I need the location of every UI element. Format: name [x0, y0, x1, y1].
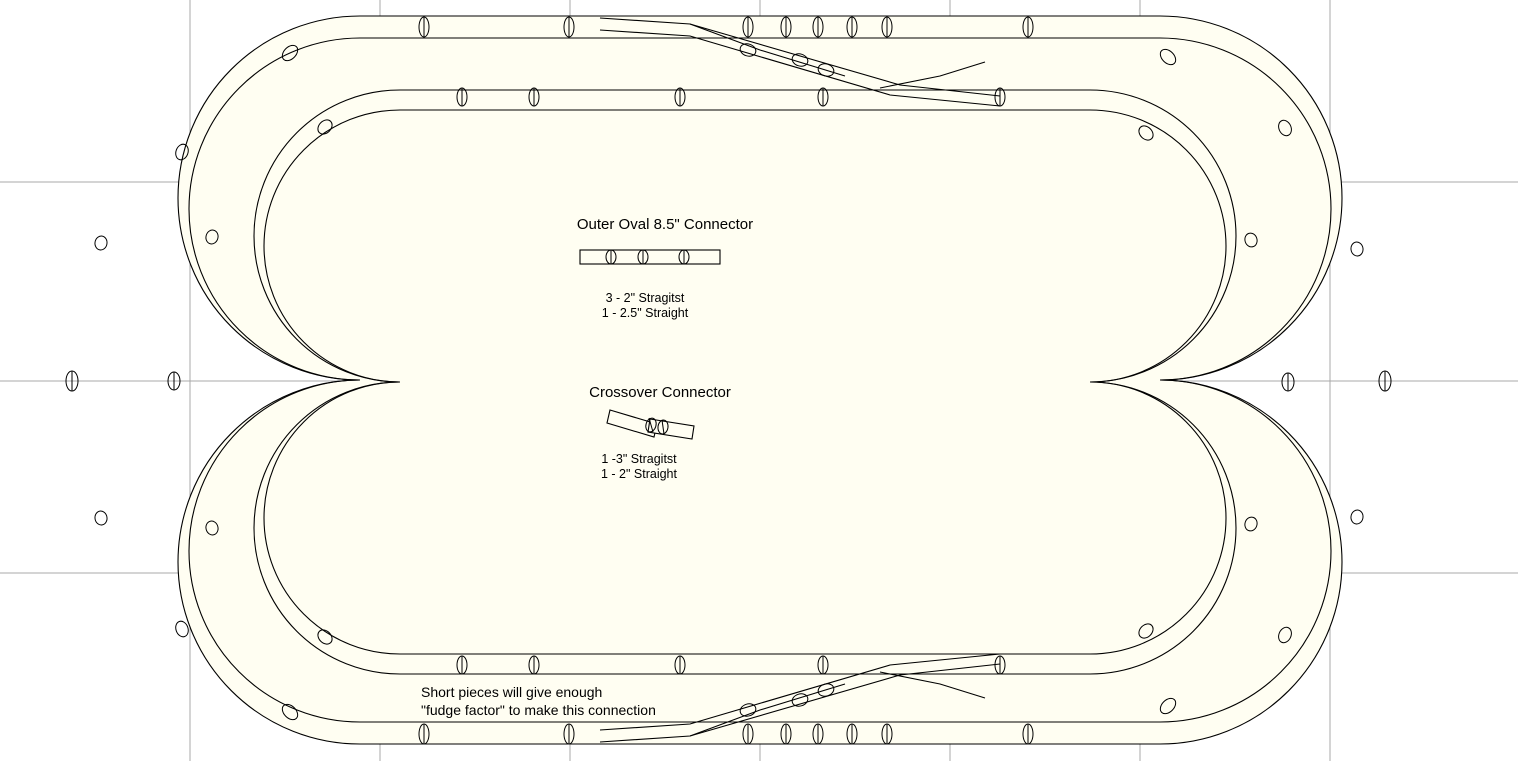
crossover-connector-line-2: 1 - 2" Straight [600, 467, 677, 481]
inner-oval-track [254, 90, 1236, 674]
crossover-connector-line-1: 1 -3" Stragitst [601, 452, 677, 466]
outer-oval-connector-line-1: 3 - 2" Stragitst [605, 291, 685, 305]
outer-oval-connector-piece [580, 250, 720, 264]
fudge-factor-note-line-1: Short pieces will give enough [421, 684, 603, 700]
crossover-connector-title: Crossover Connector [589, 384, 731, 401]
outer-oval-connector-title: Outer Oval 8.5" Connector [576, 216, 754, 233]
track-work [66, 16, 1391, 744]
outer-oval-connector-line-2: 1 - 2.5" Straight [601, 306, 689, 320]
fudge-factor-note-line-2: "fudge factor" to make this connection [421, 702, 656, 718]
